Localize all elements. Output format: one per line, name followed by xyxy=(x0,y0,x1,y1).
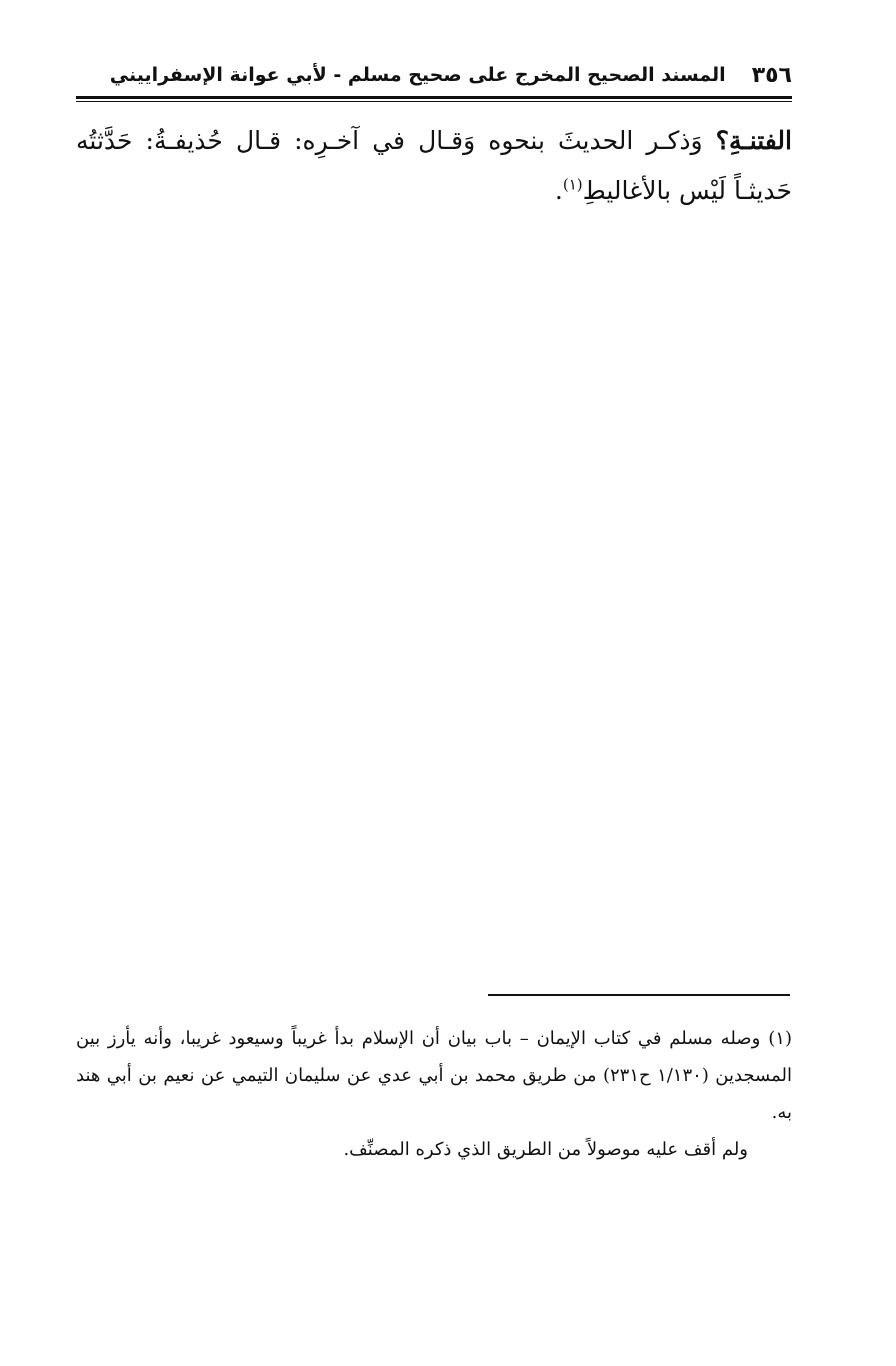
page-number: ٣٥٦ xyxy=(751,62,792,88)
header-rule-thick xyxy=(76,96,792,99)
main-text xyxy=(76,116,792,216)
lead-word: الفتنـةِ؟ xyxy=(715,126,792,155)
header-rule-thin xyxy=(76,101,792,102)
footnotes xyxy=(76,1020,792,1168)
footnote-1-continuation: ولم أقف عليه موصولاً من الطريق الذي ذكره المصنِّف. xyxy=(343,1139,748,1160)
footnote-text: وصله مسلم في كتاب الإيمان – باب بيان أن الإسلام بدأ غريباً وسيعود غريبا، وأنه يأرز بين المسجدين (١/١٣٠ ح٢٣١) من طريق محمد بن أبي عدي عن سليمان التيمي عن نعيم بن أبي هند به. xyxy=(76,1028,792,1123)
running-title: المسند الصحيح المخرج على صحيح مسلم - لأبي عوانة الإسفراييني xyxy=(109,64,726,86)
footnote-1 xyxy=(76,1020,792,1131)
running-header xyxy=(76,56,792,94)
main-text-body: وَذكـر الحديثَ بنحوه وَقـال في آخـرِه: قـال حُذيفـةُ: حَدَّثتُه حَديثـاً لَيْس بالأغاليطِ xyxy=(76,126,792,205)
footnote-number: (١) xyxy=(768,1028,792,1049)
footnote-separator xyxy=(488,994,790,996)
footnote-reference: (١) xyxy=(562,175,583,194)
main-text-end: . xyxy=(554,176,563,205)
